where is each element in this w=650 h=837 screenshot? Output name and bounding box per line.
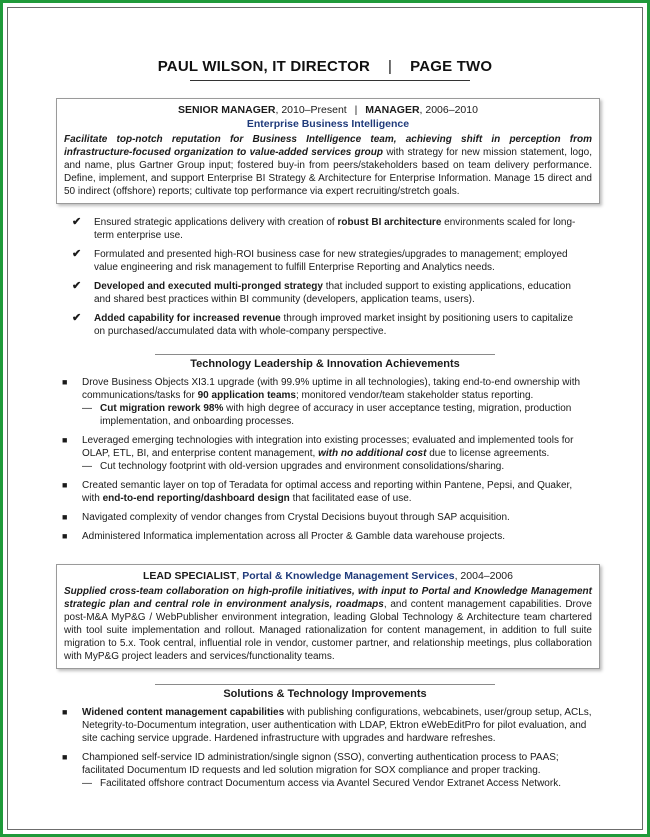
check-text-bold: Developed and executed multi-pronged strategy (94, 281, 323, 292)
sub-item-text: Cut technology footprint with old-version upgrades and environment consolidations/sharing. (100, 461, 505, 472)
bullet-icon: ■ (62, 512, 68, 522)
role-title-divider: | (354, 104, 358, 116)
check-text-bold: robust BI architecture (337, 217, 442, 228)
check-icon: ✔ (72, 248, 82, 260)
check-icon: ✔ (72, 280, 82, 292)
bullet-item (62, 434, 592, 473)
role-box-lead-specialist (56, 564, 600, 669)
role-title-department: Portal & Knowledge Management Services (242, 570, 455, 582)
bullet-icon: ■ (62, 752, 68, 762)
check-icon: ✔ (72, 216, 82, 228)
bullet-icon: ■ (62, 377, 68, 387)
bullet-text-bold: 90 application teams (197, 390, 296, 401)
dash-icon: — (82, 461, 92, 472)
bullet-text-emphasis: with no additional cost (318, 448, 427, 459)
bullet-text-rest: ; monitored vendor/team stakeholder status reporting. (295, 390, 534, 401)
bullet-icon: ■ (62, 435, 68, 445)
role-title-a: LEAD SPECIALIST (143, 570, 237, 582)
candidate-name: PAUL WILSON, IT DIRECTOR (157, 58, 371, 75)
role-description (64, 585, 592, 663)
page-label: PAGE TWO (410, 58, 493, 75)
role-title-dates: , 2004–2006 (454, 570, 513, 582)
bullet-text: Created semantic layer on top of Teradata for optimal access and reporting within Pantene, Pepsi, and Quaker, with (82, 480, 573, 504)
achievement-checklist (72, 216, 582, 344)
role-title-b: MANAGER (365, 104, 420, 116)
role-box-senior-manager (56, 98, 600, 204)
bullet-item (62, 479, 592, 505)
role-title-b-dates: , 2006–2010 (419, 104, 478, 116)
role-description-lead: Facilitate top-notch reputation for Business Intelligence team, achieving shift in perception from infrastructure-focused organization to value-added services group (64, 134, 592, 158)
role-title (64, 569, 592, 583)
bullet-text: Navigated complexity of vendor changes from Crystal Decisions buyout through SAP acquisition. (82, 512, 510, 523)
check-item (72, 312, 582, 338)
role-description-rest: , and content management capabilities. Drove post-M&A MyP&G / WebPublisher environment integration, leading Global Technology & Architecture team chartered with tool suite implementation and rollout. Managed rationalization for content management, in addition to full suite migration to 5.x. Took central, influential role in vendor, customer partner, and relationship meetings, plus collaboration with MyP&G project leaders and services/functionality teams. (64, 599, 592, 662)
bullet-item (62, 751, 592, 790)
bullet-text-rest: with publishing configurations, webcabinets, user/group setup, ACLs, Netegrity-to-Documentum integration, user authentication with LDAP, Ektron eWebEditPro for pilot evaluation, and site caching service upgrade. Hardened infrastructure with upgrades and hardware refreshes. (82, 707, 592, 744)
bullet-text: Drove Business Objects XI3.1 upgrade (with 99.9% uptime in all technologies), taking end-to-end ownership with communications/tasks for (82, 377, 581, 401)
bullet-text: Championed self-service ID administration/single signon (SSO), converting authentication process to PAAS; facilitated Documentum ID requests and led solution migration for SOX compliance and proper tracking. (82, 752, 559, 776)
sub-item-text: Facilitated offshore contract Documentum access via Avantel Secured Vendor Extranet Access Network. (100, 778, 561, 789)
role-description-lead: Supplied cross-team collaboration on high-profile initiatives, with input to Portal and Knowledge Management strategic plan and central role in environment analysis, roadmaps (64, 586, 592, 610)
bullet-item (62, 376, 592, 428)
bullet-icon: ■ (62, 707, 68, 717)
role-description-rest: with strategy for new mission statement, logo, and name, plus Gartner Group input; fostered buy-in from peers/stakeholders based on team delivery performance. Define, implement, and support Enterprise BI Strategy & Architecture for Enterprise Information. Manage 15 direct and 50 indirect (offshore) reports; cultivate top performance via expert recruiting/stretch goals. (64, 147, 593, 197)
dash-icon: — (82, 778, 92, 789)
check-item (72, 248, 582, 274)
section-heading-technology-leadership: Technology Leadership & Innovation Achievements (155, 354, 495, 370)
bullet-item (62, 511, 592, 524)
check-icon: ✔ (72, 312, 82, 324)
role-title-sep: , (236, 570, 243, 582)
role-subtitle: Enterprise Business Intelligence (246, 118, 410, 130)
sub-item-text: with high degree of accuracy in user acceptance testing, migration, production implementation, and onboarding processes. (100, 403, 572, 427)
sub-item (62, 402, 592, 428)
check-text: Formulated and presented high-ROI business case for new strategies/upgrades to management; employed value engineering and risk management to fulfill Enterprise Reporting and Analytics needs. (94, 249, 568, 273)
role-title-a: SENIOR MANAGER (178, 104, 276, 116)
check-text-rest: through improved market insight by positioning users to capitalize on purchased/accumulated data with whole-company perspective. (94, 313, 574, 337)
technology-leadership-list (62, 376, 592, 549)
check-text-rest: that included support to existing applications, education and shared best practices within BI community (developers, application teams, users). (94, 281, 571, 305)
page-header (0, 58, 650, 75)
sub-item (62, 777, 592, 790)
role-description (64, 133, 592, 198)
check-text-rest: environments scaled for long-term enterprise use. (94, 217, 576, 241)
bullet-text: Leveraged emerging technologies with integration into existing processes; evaluated and implemented tools for OLAP, ETL, BI, and enterprise content management, (82, 435, 574, 459)
dash-icon: — (82, 403, 92, 414)
sub-item (62, 460, 592, 473)
check-item (72, 280, 582, 306)
sub-item-bold: Cut migration rework 98% (100, 403, 224, 414)
bullet-item (62, 706, 592, 745)
solutions-list (62, 706, 592, 796)
check-text: Ensured strategic applications delivery with creation of (94, 217, 338, 228)
bullet-icon: ■ (62, 480, 68, 490)
bullet-text-rest: due to license agreements. (426, 448, 550, 459)
bullet-text-rest: that facilitated ease of use. (289, 493, 412, 504)
bullet-text-bold: end-to-end reporting/dashboard design (102, 493, 290, 504)
role-title-a-dates: , 2010–Present (275, 104, 347, 116)
bullet-text: Administered Informatica implementation across all Procter & Gamble data warehouse projects. (82, 531, 505, 542)
check-text-bold: Added capability for increased revenue (94, 313, 281, 324)
header-separator: | (388, 58, 393, 75)
bullet-item (62, 530, 592, 543)
bullet-icon: ■ (62, 531, 68, 541)
section-heading-solutions: Solutions & Technology Improvements (155, 684, 495, 700)
check-item (72, 216, 582, 242)
bullet-text-bold: Widened content management capabilities (82, 707, 285, 718)
role-title (64, 103, 592, 117)
header-rule (190, 80, 470, 81)
